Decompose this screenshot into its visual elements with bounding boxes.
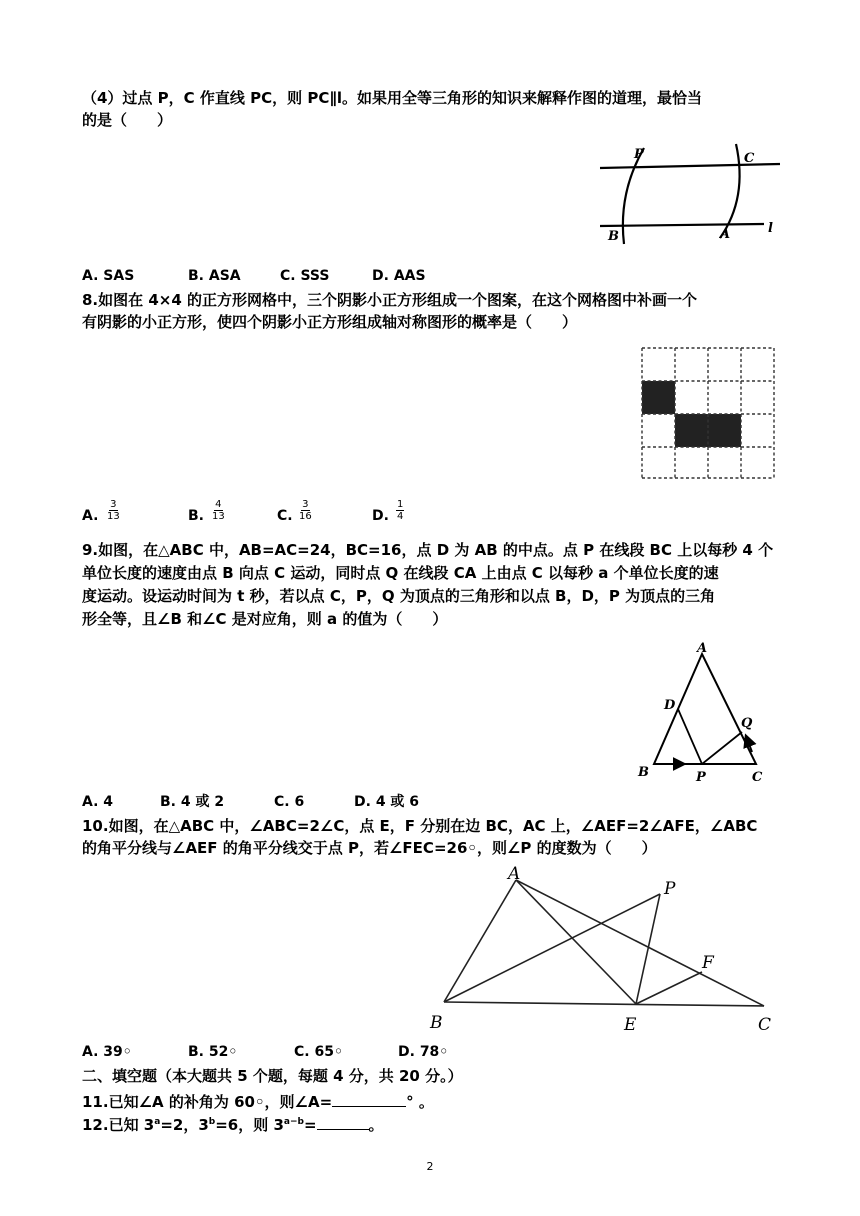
q11-text-before: 11.已知∠A 的补角为 60◦，则∠A= [82, 1093, 333, 1111]
arc-left [623, 148, 644, 244]
label-A: A [697, 641, 708, 656]
label-P: P [696, 770, 706, 785]
q9-option-d: D. 4 或 6 [354, 794, 420, 810]
q9-option-a: A. 4 [82, 794, 114, 810]
label-C: C [744, 151, 755, 166]
q10-line-2: 的角平分线与∠AEF 的角平分线交于点 P，若∠FEC=26◦，则∠P 的度数为（ ） [82, 839, 657, 857]
q9-line-4: 形全等，且∠B 和∠C 是对应角，则 a 的值为（ ） [82, 610, 448, 628]
q9-option-b: B. 4 或 2 [160, 794, 225, 810]
q7-option-d: D. AAS [372, 268, 426, 284]
label-C: C [758, 1015, 772, 1035]
q12-line [82, 1113, 384, 1135]
q8-figure-grid [640, 346, 776, 480]
label-B: B [638, 765, 649, 780]
q11-text-after: ° 。 [406, 1093, 434, 1111]
q12-prefix: 12.已知 3 [82, 1116, 155, 1134]
q8-option-a-denominator: 13 [107, 511, 120, 522]
q10-option-c: C. 65◦ [294, 1044, 343, 1060]
q9-line-1: 9.如图，在△ABC 中，AB=AC=24，BC=16，点 D 为 AB 的中点。点 P 在线段 BC 上以每秒 4 个 [82, 541, 774, 559]
q9-option-c: C. 6 [274, 794, 305, 810]
label-P: P [634, 147, 644, 162]
q12-exponent-a-minus-b: a−b [283, 1117, 304, 1127]
q12-suffix: = [303, 1116, 317, 1134]
page-number: 2 [426, 1160, 434, 1173]
q8-option-c-letter: C. [277, 508, 293, 524]
line-l [600, 224, 764, 226]
label-E: E [624, 1015, 637, 1035]
q7-line-1: （4）过点 P，C 作直线 PC，则 PC∥l。如果用全等三角形的知识来解释作图的道理，最恰当 [82, 89, 702, 107]
q8-option-b-letter: B. [188, 508, 204, 524]
q8-option-a [82, 499, 120, 525]
q8-option-b-numerator: 4 [215, 499, 222, 510]
q8-option-b [188, 499, 225, 525]
label-D: D [664, 698, 676, 713]
q12-mid-1: =2，3 [160, 1116, 209, 1134]
label-l: l [768, 221, 773, 236]
label-Q: Q [741, 716, 753, 731]
shaded-square-2 [675, 414, 708, 447]
q9-line-3: 度运动。设运动时间为 t 秒，若以点 C，P，Q 为顶点的三角形和以点 B，D，P 为顶点的三角 [82, 587, 716, 605]
label-P: P [664, 879, 676, 899]
label-B: B [608, 229, 619, 244]
q8-line-1: 8.如图在 4×4 的正方形网格中，三个阴影小正方形组成一个图案，在这个网格图中补画一个 [82, 291, 698, 309]
q8-option-d-letter: D. [372, 508, 389, 524]
segment-ef [636, 972, 702, 1004]
q8-option-c-fraction [299, 499, 312, 522]
segment-pq [702, 732, 742, 764]
q8-option-d-fraction [396, 499, 404, 522]
q9-figure-triangle [632, 636, 772, 786]
q10-option-d: D. 78◦ [398, 1044, 449, 1060]
shaded-square-1 [642, 381, 675, 414]
q8-option-c [277, 499, 312, 525]
q10-option-b: B. 52◦ [188, 1044, 238, 1060]
label-F: F [702, 953, 714, 973]
q7-option-c: C. SSS [280, 268, 330, 284]
q8-line-2: 有阴影的小正方形，使四个阴影小正方形组成轴对称图形的概率是（ ） [82, 313, 578, 331]
q12-answer-blank [317, 1113, 369, 1130]
q10-figure-triangle [428, 864, 788, 1040]
q8-option-b-fraction [212, 499, 225, 522]
label-A: A [508, 864, 521, 884]
q12-end: 。 [368, 1116, 384, 1134]
shaded-square-3 [708, 414, 741, 447]
q8-option-b-denominator: 13 [212, 511, 225, 522]
q7-option-a: A. SAS [82, 268, 135, 284]
q12-exponent-a: a [154, 1117, 161, 1127]
label-B: B [430, 1013, 443, 1033]
q12-exponent-b: b [208, 1117, 216, 1127]
q7-line-2: 的是（ ） [82, 111, 173, 129]
segment-bc [444, 1002, 764, 1006]
segment-pe [636, 894, 660, 1004]
label-A: A [720, 227, 731, 242]
q8-option-a-fraction [107, 499, 120, 522]
q11-line [82, 1090, 434, 1112]
q8-option-c-denominator: 16 [299, 511, 312, 522]
segment-dp [678, 709, 702, 764]
q10-line-1: 10.如图，在△ABC 中，∠ABC=2∠C，点 E，F 分别在边 BC，AC 上，∠AEF=2∠AFE，∠ABC [82, 817, 758, 835]
segment-ae [516, 880, 636, 1004]
q8-option-d [372, 499, 404, 525]
section-2-heading: 二、填空题（本大题共 5 个题，每题 4 分，共 20 分。） [82, 1067, 463, 1085]
q8-option-d-denominator: 4 [397, 511, 404, 522]
q11-answer-blank [332, 1090, 406, 1107]
q8-option-d-numerator: 1 [397, 499, 404, 510]
q12-mid-2: =6，则 3 [215, 1116, 284, 1134]
q9-line-2: 单位长度的速度由点 B 向点 C 运动，同时点 Q 在线段 CA 上由点 C 以每秒 a 个单位长度的速 [82, 564, 719, 582]
q7-figure-parallel-construction [596, 138, 786, 250]
q7-option-b: B. ASA [188, 268, 241, 284]
label-C: C [752, 770, 763, 785]
q10-option-a: A. 39◦ [82, 1044, 132, 1060]
q8-option-a-numerator: 3 [110, 499, 117, 510]
q8-option-a-letter: A. [82, 508, 99, 524]
q8-option-c-numerator: 3 [302, 499, 309, 510]
